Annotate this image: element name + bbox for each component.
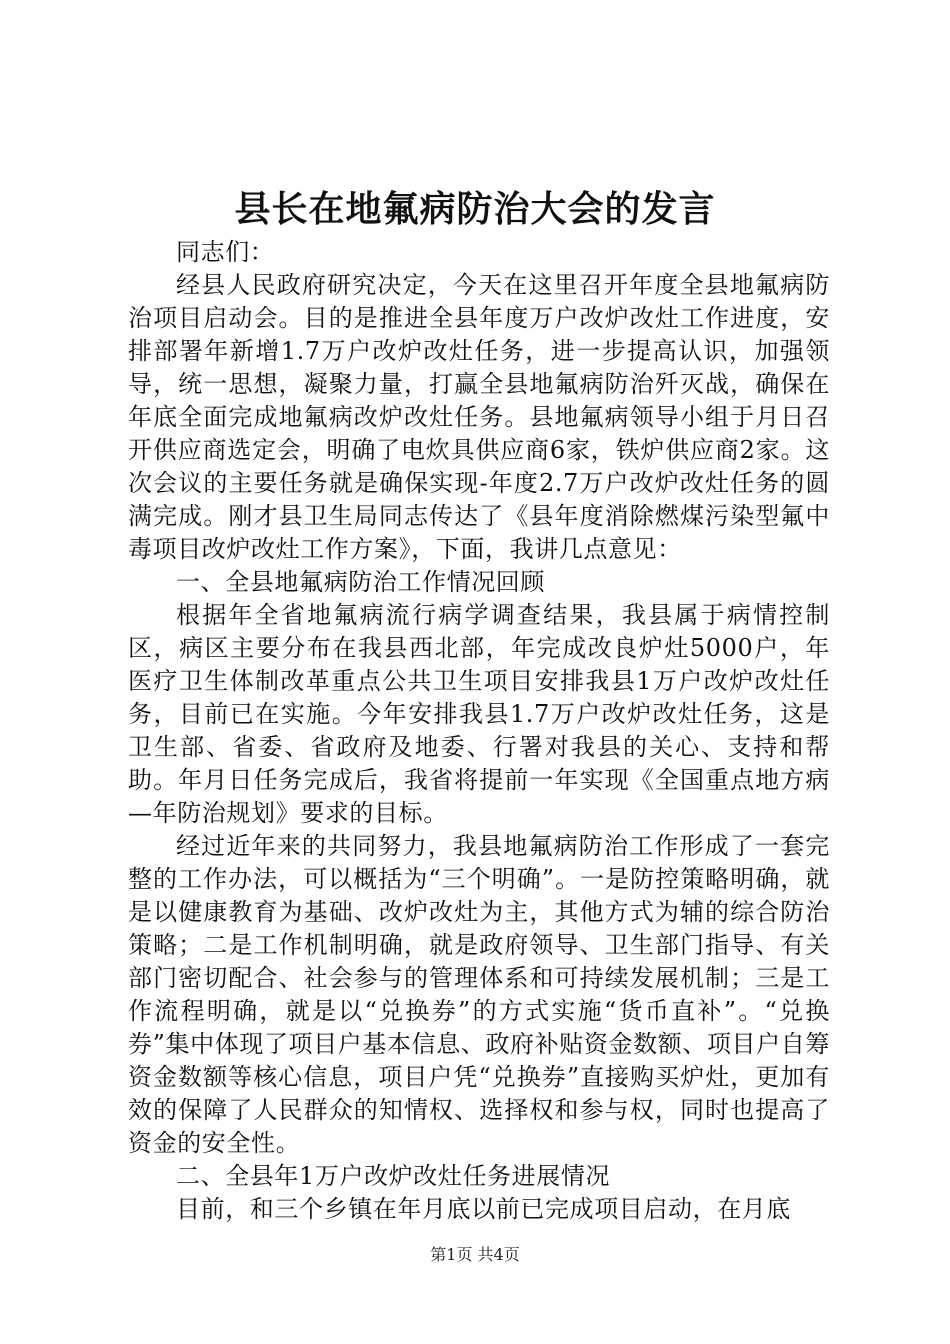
- paragraph-review: 根据年全省地氟病流行病学调查结果，我县属于病情控制区，病区主要分布在我县西北部，年完成改良炉灶5000户，年医疗卫生体制改革重点公共卫生项目安排我县1万户改炉改灶任务，目前已在实施。今年安排我县1.7万户改炉改灶任务，这是卫生部、省委、省政府及地委、行署对我县的关心、支持和帮助。年月日任务完成后，我省将提前一年实现《全国重点地方病—年防治规划》要求的目标。: [128, 601, 830, 827]
- paragraph-intro: 经县人民政府研究决定，今天在这里召开年度全县地氟病防治项目启动会。目的是推进全县年度万户改炉改灶工作进度，安排部署年新增1.7万户改炉改灶任务，进一步提高认识，加强领导，统一思想，凝聚力量，打赢全县地氟病防治歼灭战，确保在年底全面完成地氟病改炉改灶任务。县地氟病领导小组于月日召开供应商选定会，明确了电炊具供应商6家，铁炉供应商2家。这次会议的主要任务就是确保实现-年度2.7万户改炉改灶任务的圆满完成。刚才县卫生局同志传达了《县年度消除燃煤污染型氟中毒项目改炉改灶工作方案》，下面，我讲几点意见：: [128, 271, 830, 563]
- page-number-footer: 第1页 共4页: [430, 1245, 520, 1264]
- paragraph-progress: 目前，和三个乡镇在年月底以前已完成项目启动，在月底: [176, 1195, 791, 1223]
- section-heading-2: 二、全县年1万户改炉改灶任务进展情况: [176, 1162, 611, 1190]
- document-body: [128, 236, 830, 1226]
- paragraph-three-clear: 经过近年来的共同努力，我县地氟病防治工作形成了一套完整的工作办法，可以概括为“三个明确”。一是防控策略明确，就是以健康教育为基础、改炉改灶为主，其他方式为辅的综合防治策略；二是工作机制明确，就是政府领导、卫生部门指导、有关部门密切配合、社会参与的管理体系和可持续发展机制；三是工作流程明确，就是以“兑换券”的方式实施“货币直补”。“兑换券”集中体现了项目户基本信息、政府补贴资金数额、项目户自筹资金数额等核心信息，项目户凭“兑换券”直接购买炉灶，更加有效的保障了人民群众的知情权、选择权和参与权，同时也提高了资金的安全性。: [128, 832, 830, 1157]
- salutation: 同志们：: [176, 238, 275, 266]
- section-heading-1: 一、全县地氟病防治工作情况回顾: [176, 568, 545, 596]
- document-title: 县长在地氟病防治大会的发言: [234, 188, 716, 230]
